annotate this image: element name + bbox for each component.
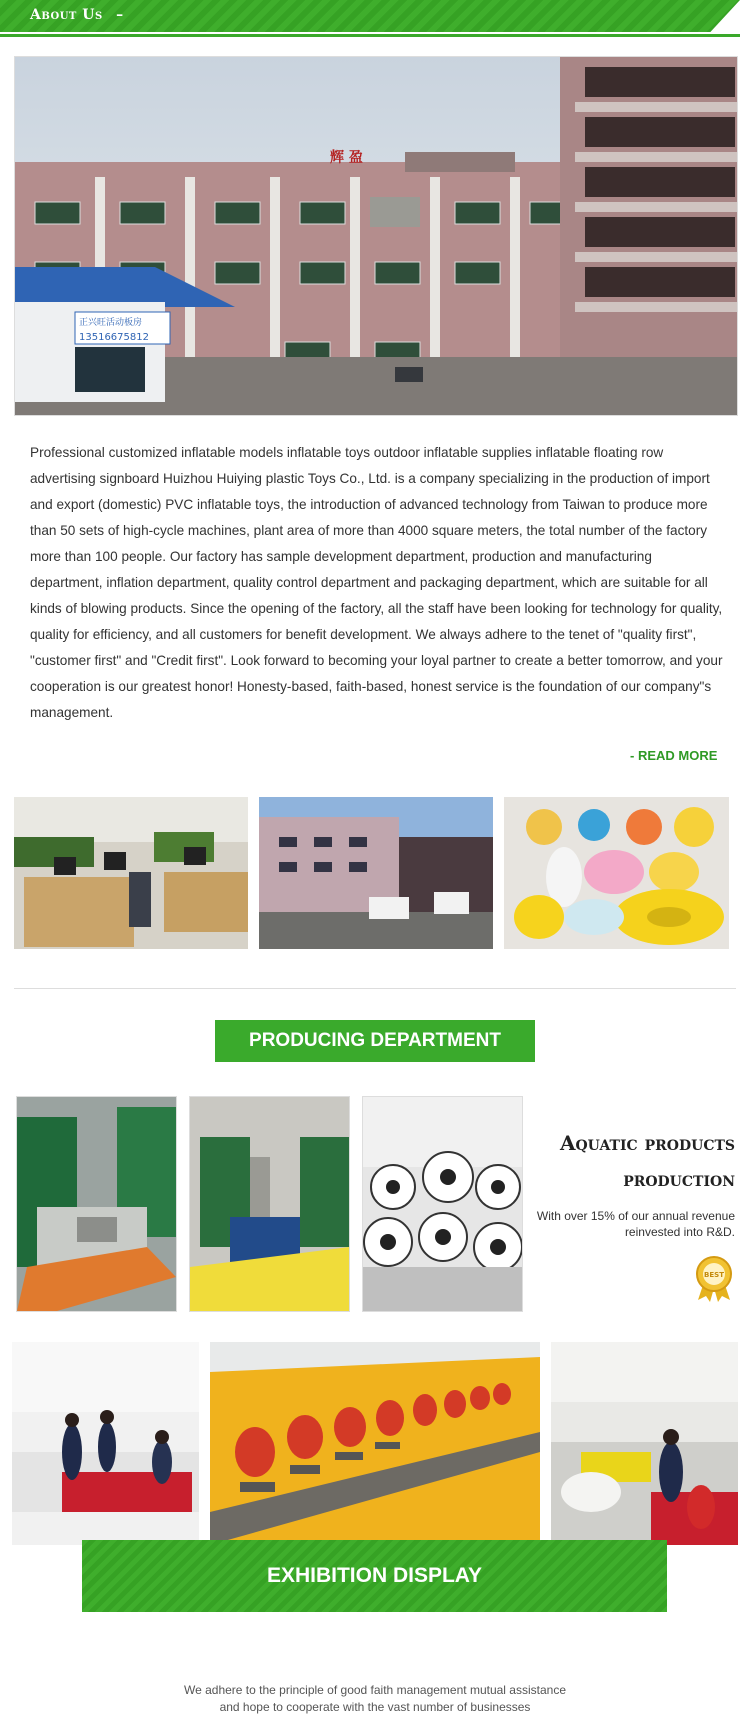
about-us-label: About Us [30,7,103,23]
aquatic-title-line2: production [623,1167,735,1191]
footer-line2: and hope to cooperate with the vast number of businesses [219,1700,531,1714]
exhibition-display-button[interactable] [82,1540,667,1612]
factory-yard-photo[interactable] [259,797,493,949]
printing-line-photo[interactable] [210,1342,540,1545]
producing-department-button[interactable] [215,1020,535,1062]
production-machine-photo-2[interactable] [189,1096,350,1312]
best-medal-icon [694,1254,734,1302]
read-more-link[interactable]: - READ MORE [630,748,718,763]
office-photo[interactable] [14,797,248,949]
section-divider [14,988,736,989]
exhibition-display-label: EXHIBITION DISPLAY [266,1564,483,1587]
factory-building-photo [14,56,738,416]
about-us-heading[interactable] [30,7,124,23]
production-machine-photo-1[interactable] [16,1096,177,1312]
svg-text:正兴旺活动板房: 正兴旺活动板房 [79,318,143,328]
workshop-photo-1[interactable] [12,1342,199,1545]
footer-slogan [0,1682,750,1716]
aquatic-products-title [490,1125,735,1197]
aquatic-products-description: With over 15% of our annual revenue reinvested into R&D. [536,1209,735,1239]
svg-text:13516675812: 13516675812 [79,332,149,343]
workshop-photo-2[interactable] [551,1342,738,1545]
svg-text:BEST: BEST [704,1271,724,1279]
header-underline [0,34,740,37]
svg-text:辉 盈: 辉 盈 [330,150,363,166]
aquatic-title-line1: Aquatic products [559,1131,735,1155]
company-intro-text: Professional customized inflatable models inflatable toys outdoor inflatable supplies inflatable floating row advertising signboard Huizhou Huiying plastic Toys Co., Ltd. is a company specializing in the production of import and export (domestic) PVC inflatable toys, the introduction of advanced technology from Taiwan to produce more than 50 sets of high-cycle machines, plant area of more than 4000 square meters, the total number of the factory more than 100 people. Our factory has sample development department, production and manufacturing department, inflation department, quality control department and packaging department, which are suitable for all kinds of blowing products. Since the opening of the factory, all the staff have been looking for technology for quality, quality for efficiency, and all customers for benefit development. We always adhere to the tenet of "quality first", "customer first" and "Credit first". Look forward to becoming your loyal partner to create a better tomorrow, and your cooperation is our greatest honor! Honesty-based, faith-based, honest service is the foundation of our company"s management. [30,445,723,720]
inflatable-toys-photo[interactable] [504,797,729,949]
footer-line1: We adhere to the principle of good faith management mutual assistance [183,1683,566,1697]
collapse-dash-icon: – [116,7,124,23]
producing-department-label: PRODUCING DEPARTMENT [249,1030,501,1051]
